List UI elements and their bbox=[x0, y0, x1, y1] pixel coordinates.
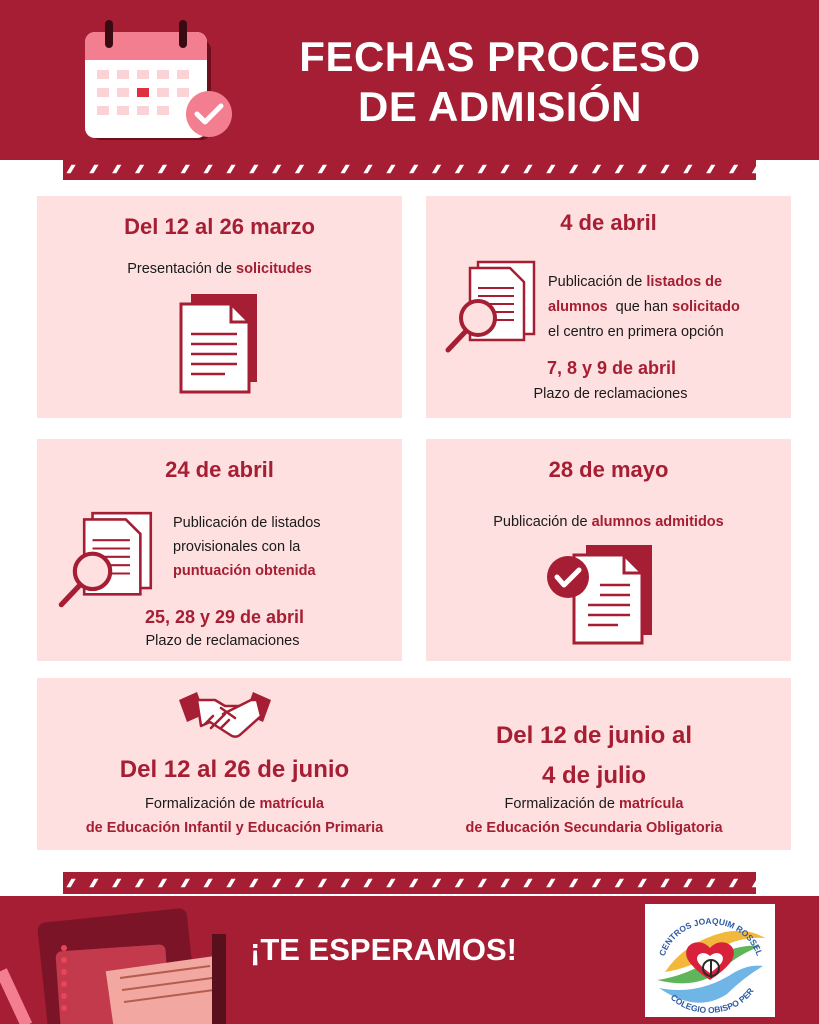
text-highlight: matrícula bbox=[259, 796, 324, 812]
text-highlight: de Educación Secundaria Obligatoria bbox=[465, 820, 723, 836]
sub-date: 25, 28 y 29 de abril bbox=[144, 607, 305, 627]
text-plain: Publicación de bbox=[493, 514, 592, 530]
calendar-icon bbox=[85, 18, 240, 148]
text-plain: Publicación de listados bbox=[173, 515, 321, 531]
header-banner bbox=[0, 0, 819, 160]
text-highlight: puntuación obtenida bbox=[173, 563, 316, 579]
card-text bbox=[173, 511, 398, 583]
logo-text-bottom: COLEGIO OBISPO PER bbox=[668, 985, 756, 1016]
text-plain: que han bbox=[607, 299, 673, 315]
card-date-secundaria bbox=[417, 716, 771, 796]
card-matricula bbox=[37, 678, 791, 850]
footer-banner bbox=[0, 896, 819, 1024]
document-check-icon bbox=[544, 543, 656, 647]
text-highlight: listados de bbox=[646, 274, 723, 290]
card-date: 28 de mayo bbox=[548, 457, 669, 482]
card-admitidos bbox=[426, 439, 791, 661]
date-line-2: 4 de julio bbox=[541, 762, 646, 789]
text-plain: el centro en primera opción bbox=[548, 324, 724, 340]
text-highlight: alumnos admitidos bbox=[591, 514, 724, 530]
sub-text: Plazo de reclamaciones bbox=[145, 633, 300, 649]
text-plain: Formalización de bbox=[145, 796, 260, 812]
document-search-icon bbox=[55, 509, 155, 613]
card-date: Del 12 al 26 marzo bbox=[124, 214, 315, 239]
title-line-2: DE ADMISIÓN bbox=[358, 83, 642, 130]
text-highlight: de Educación Infantil y Educación Primaria bbox=[85, 820, 384, 836]
school-logo bbox=[645, 904, 775, 1017]
text-plain: Publicación de bbox=[548, 274, 647, 290]
stripe-divider-top bbox=[0, 158, 819, 180]
card-provisionales bbox=[37, 439, 402, 661]
card-listados bbox=[426, 196, 791, 418]
date-line-1: Del 12 de junio al bbox=[495, 722, 693, 749]
text-plain: Formalización de bbox=[504, 796, 619, 812]
card-text bbox=[548, 270, 788, 345]
page-title bbox=[240, 32, 760, 132]
sub-text: Plazo de reclamaciones bbox=[533, 386, 688, 402]
text-highlight: solicitudes bbox=[236, 261, 312, 277]
card-text bbox=[37, 258, 402, 281]
text-highlight: alumnos bbox=[548, 299, 608, 315]
text-highlight: matrícula bbox=[618, 796, 684, 812]
document-search-icon bbox=[442, 258, 538, 358]
handshake-icon bbox=[177, 686, 273, 744]
text-plain: provisionales con la bbox=[173, 539, 301, 555]
document-icon bbox=[177, 292, 267, 396]
title-line-1: FECHAS PROCESO bbox=[299, 33, 701, 80]
books-supplies-icon bbox=[0, 908, 250, 1024]
sub-date: 7, 8 y 9 de abril bbox=[546, 358, 677, 378]
school-logo-mark bbox=[645, 904, 775, 1017]
text-plain: Presentación de bbox=[127, 261, 237, 277]
card-text-primaria bbox=[37, 792, 432, 840]
footer-slogan: ¡TE ESPERAMOS! bbox=[250, 932, 517, 967]
text-highlight: solicitado bbox=[672, 299, 740, 315]
card-date: 24 de abril bbox=[165, 457, 274, 482]
card-text-secundaria bbox=[417, 792, 771, 840]
card-date-primaria: Del 12 al 26 de junio bbox=[119, 756, 350, 783]
card-date: 4 de abril bbox=[560, 210, 657, 235]
card-solicitudes bbox=[37, 196, 402, 418]
card-text bbox=[426, 511, 791, 534]
stripe-divider-bottom bbox=[0, 872, 819, 894]
logo-text-top: CENTROS JOAQUIM ROSSEL bbox=[656, 915, 765, 958]
